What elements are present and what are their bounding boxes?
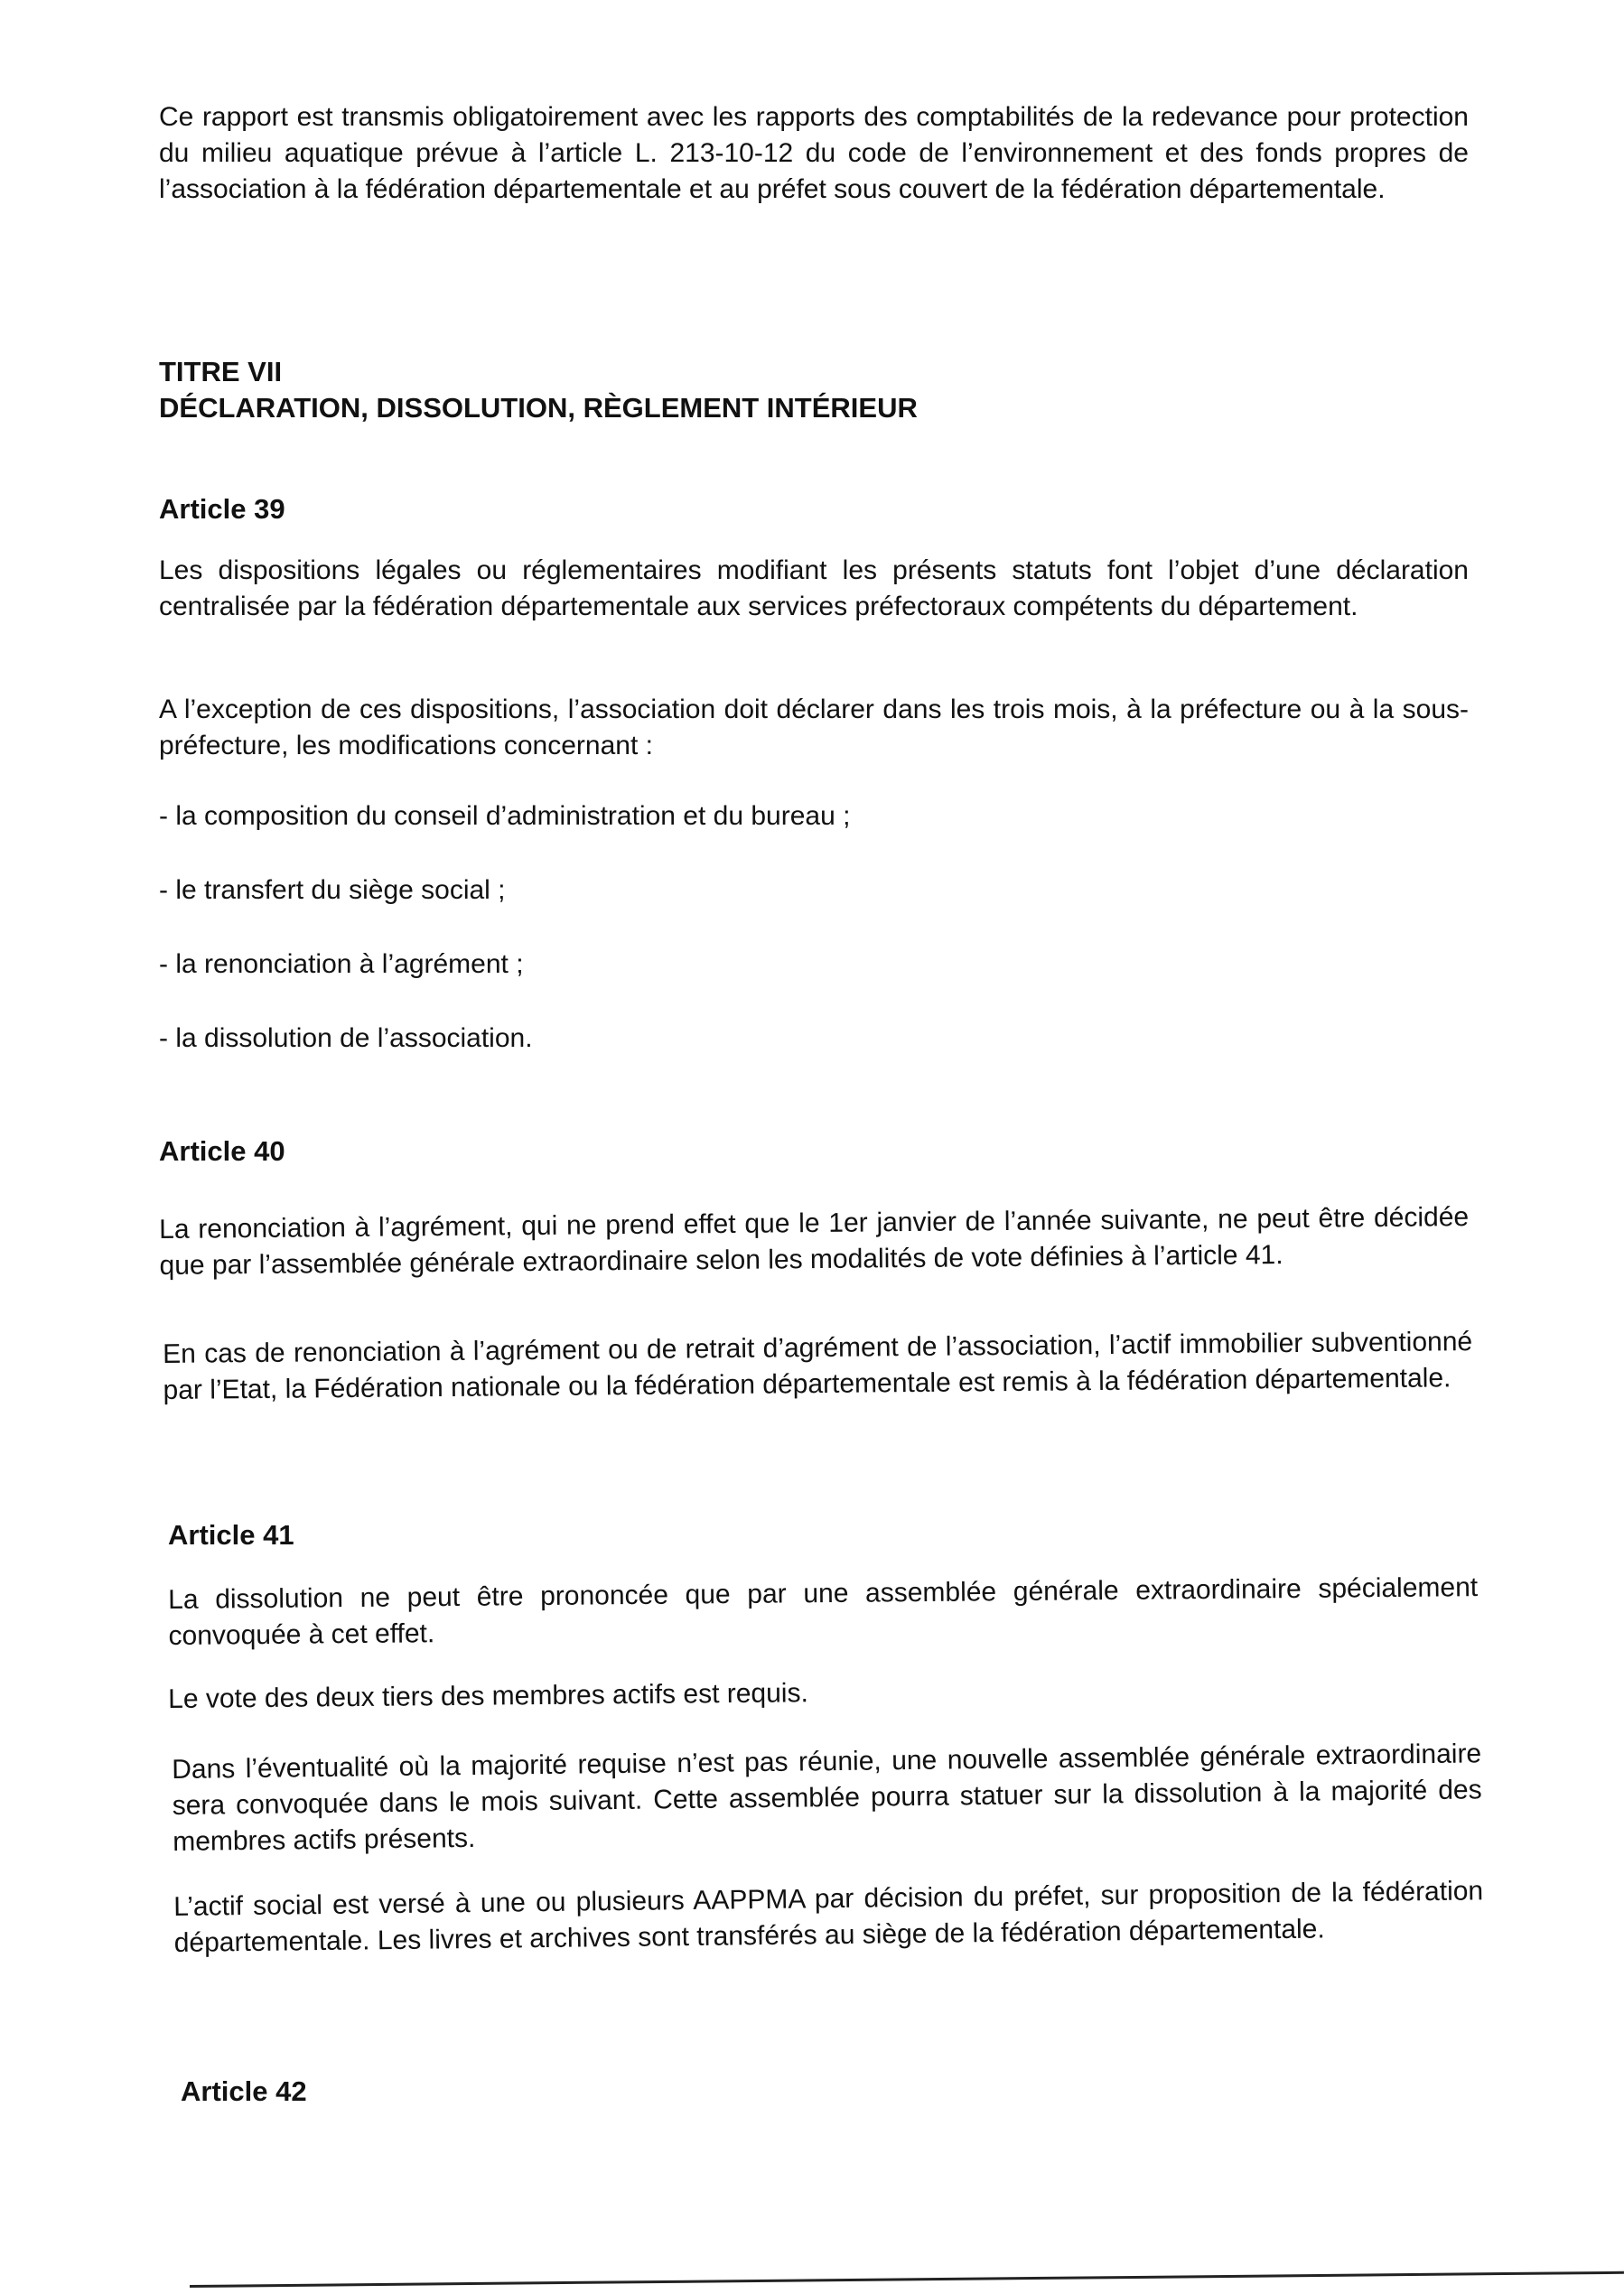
article-paragraph: L’actif social est versé à une ou plusieurs AAPPMA par décision du préfet, sur proposition de la fédération départementale. Les livres et archives sont transférés au siège de la fédération départementale.: [173, 1876, 1484, 1958]
article-39-list-item-3: - la renonciation à l’agrément ;: [159, 949, 524, 979]
article-paragraph: En cas de renonciation à l’agrément ou de retrait d’agrément de l’association, l’actif immobilier subventionné par l’Etat, la Fédération nationale ou la fédération départementale est remis à la fédération départementale.: [163, 1327, 1473, 1405]
article-39-heading: Article 39: [159, 493, 285, 525]
scan-edge-line: [190, 2271, 1624, 2288]
intro-section: [159, 99, 1469, 208]
article-39-para-2: [159, 692, 1469, 764]
article-41-heading: Article 41: [168, 1519, 294, 1551]
title-name: DÉCLARATION, DISSOLUTION, RÈGLEMENT INTÉRIEUR: [159, 392, 918, 424]
article-paragraph: La renonciation à l’agrément, qui ne prend effet que le 1er janvier de l’année suivante, ne peut être décidée que par l’assemblée générale extraordinaire selon les modalités de vote définies à l’article 41.: [159, 1202, 1470, 1281]
article-39-list-item-4: - la dissolution de l’association.: [159, 1023, 533, 1053]
article-paragraph: A l’exception de ces dispositions, l’association doit déclarer dans les trois mois, à la préfecture ou à la sous-préfecture, les modifications concernant :: [159, 695, 1469, 760]
article-41-para-2: [168, 1669, 1478, 1718]
article-39-list-item-1: - la composition du conseil d’administration et du bureau ;: [159, 801, 851, 831]
article-41-para-3: [172, 1736, 1482, 1860]
article-39-list-item-2: - le transfert du siège social ;: [159, 875, 506, 905]
intro-paragraph: Ce rapport est transmis obligatoirement avec les rapports des comptabilités de la redevance pour protection du milieu aquatique prévue à l’article L. 213-10-12 du code de l’environnement et des fonds propres de l’association à la fédération départementale et au préfet sous couvert de la fédération départementale.: [159, 102, 1469, 204]
article-42-heading: Article 42: [181, 2075, 307, 2107]
article-41-para-1: [168, 1570, 1479, 1655]
article-40-para-2: [163, 1324, 1473, 1409]
title-section: [159, 354, 1469, 426]
title-number: TITRE VII: [159, 356, 283, 387]
article-41-para-4: [173, 1873, 1484, 1962]
article-paragraph: Le vote des deux tiers des membres actifs est requis.: [168, 1678, 808, 1714]
article-paragraph: La dissolution ne peut être prononcée que par une assemblée générale extraordinaire spécialement convoquée à cet effet.: [168, 1572, 1479, 1651]
article-40-para-1: [159, 1199, 1470, 1284]
article-40-heading: Article 40: [159, 1135, 285, 1167]
article-paragraph: Les dispositions légales ou réglementaires modifiant les présents statuts font l’objet d’une déclaration centralisée par la fédération départementale aux services préfectoraux compétents du département.: [159, 555, 1469, 621]
article-paragraph: Dans l’éventualité où la majorité requise n’est pas réunie, une nouvelle assemblée générale extraordinaire sera convoquée dans le mois suivant. Cette assemblée pourra statuer sur la dissolution à la majorité des membres actifs présents.: [172, 1739, 1482, 1857]
article-39-para-1: [159, 553, 1469, 625]
